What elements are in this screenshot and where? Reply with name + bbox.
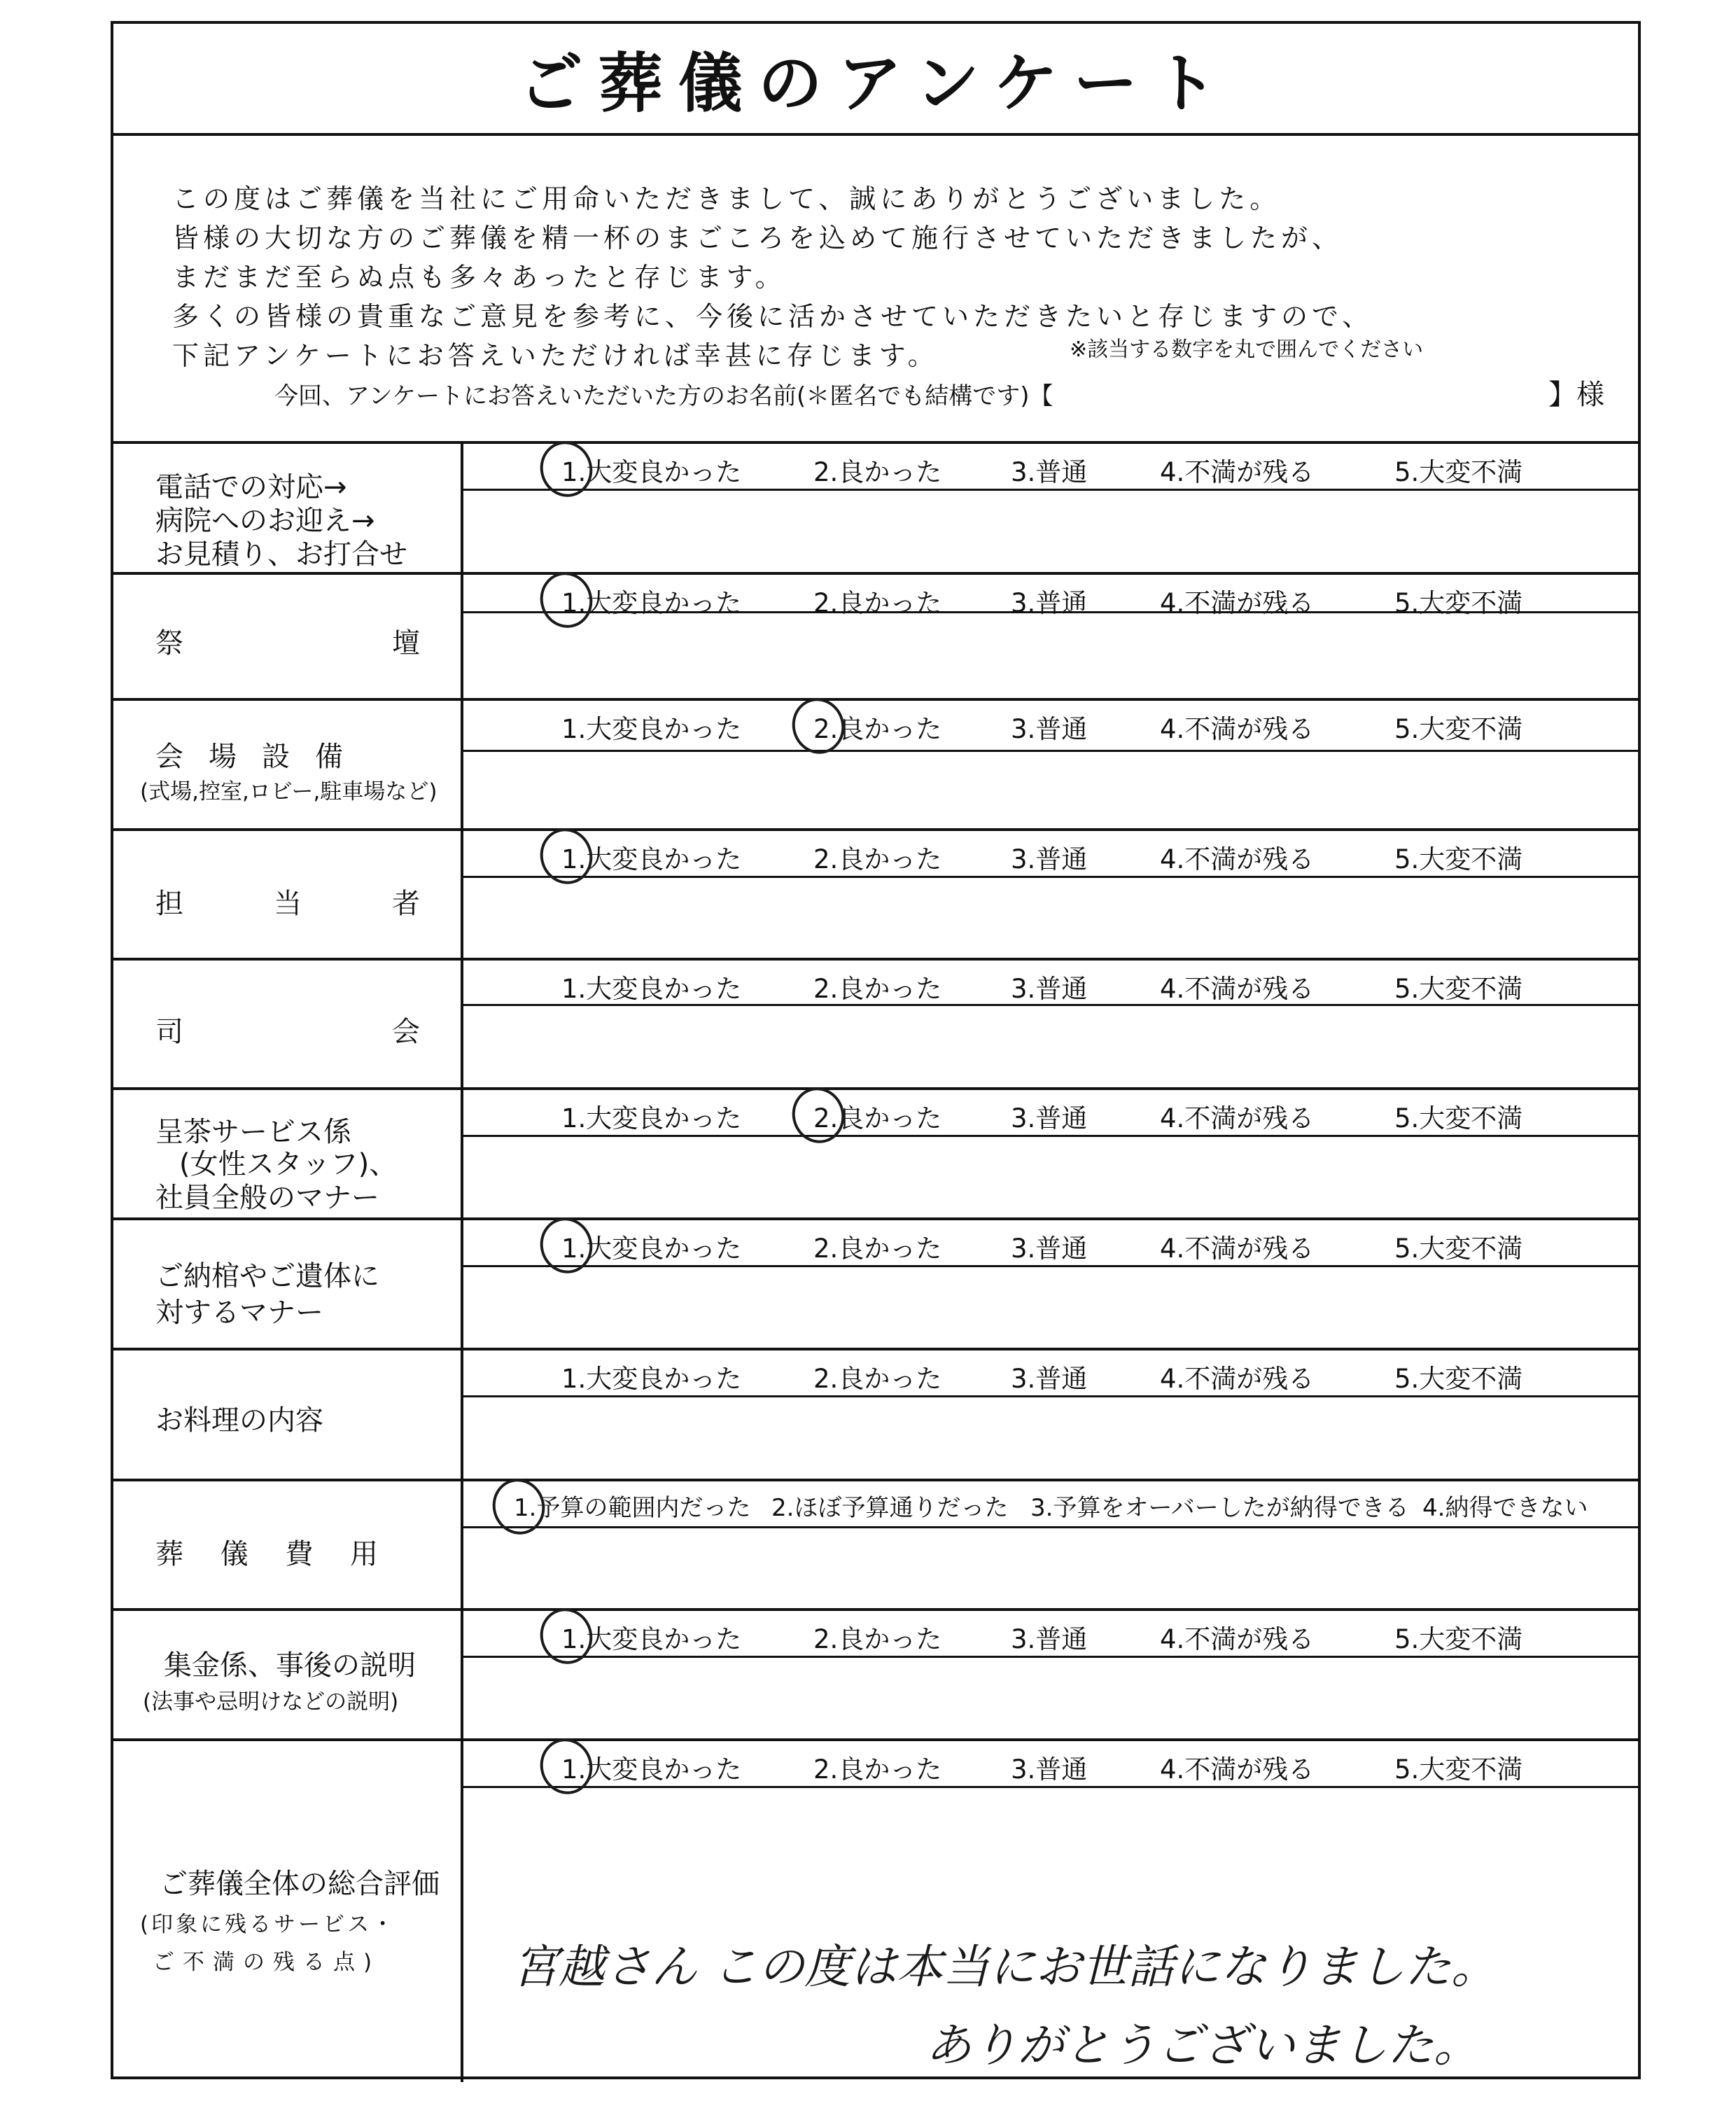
answer-option-collection-1[interactable]: 1.大変良かった [561,1624,742,1654]
answer-option-collection-3[interactable]: 3.普通 [1011,1624,1088,1654]
respondent-name-suffix: 】様 [1548,379,1604,411]
answer-option-phone-1[interactable]: 1.大変良かった [561,457,742,487]
answer-option-staff-2[interactable]: 2.良かった [813,844,942,874]
answer-divider [463,876,1638,878]
question-label-cell [113,444,463,572]
answer-option-overall-3[interactable]: 3.普通 [1011,1754,1088,1785]
answer-option-fee-2[interactable]: 2.ほぼ予算通りだった [771,1494,1009,1522]
answer-divider [463,1135,1638,1137]
answer-option-venue-3[interactable]: 3.普通 [1011,714,1088,744]
question-label: 電話での対応→ [155,471,347,503]
answer-option-mc-4[interactable]: 4.不満が残る [1160,974,1315,1004]
intro-line: 下記アンケートにお答えいただければ幸甚に存じます。 [172,340,939,371]
question-label-cell [113,831,463,958]
question-label-cell [113,961,463,1087]
answer-option-tea-4[interactable]: 4.不満が残る [1160,1103,1315,1133]
intro-section [113,136,1638,444]
answer-option-venue-2[interactable]: 2.良かった [813,714,942,744]
question-label: 司 会 [155,1016,420,1048]
question-label: 社員全般のマナー [155,1182,379,1214]
handwritten-comment [512,1928,1497,2085]
question-label: 病院へのお迎え→ [155,505,375,537]
answer-option-phone-5[interactable]: 5.大変不満 [1394,457,1523,487]
intro-line: この度はご葬儀を当社にご用命いただきまして、誠にありがとうございました。 [172,183,1281,214]
answer-option-phone-3[interactable]: 3.普通 [1011,457,1088,487]
question-label: 集金係、事後の説明 [164,1649,416,1682]
answer-option-tea-5[interactable]: 5.大変不満 [1394,1103,1523,1133]
answer-option-overall-1[interactable]: 1.大変良かった [561,1754,742,1785]
page-title: ご葬儀のアンケート [518,46,1233,121]
answer-option-coffin-5[interactable]: 5.大変不満 [1394,1234,1523,1264]
answer-option-phone-4[interactable]: 4.不満が残る [1160,457,1315,487]
question-label-cell [113,575,463,698]
answer-option-collection-5[interactable]: 5.大変不満 [1394,1624,1523,1654]
comment-line: ありがとうございました。 [925,2018,1480,2072]
answer-option-food-1[interactable]: 1.大変良かった [561,1364,742,1394]
question-label-cell [113,1220,463,1348]
answer-option-altar-3[interactable]: 3.普通 [1011,588,1088,618]
answer-divider [463,1395,1638,1397]
answer-option-overall-4[interactable]: 4.不満が残る [1160,1754,1315,1785]
answer-option-coffin-3[interactable]: 3.普通 [1011,1234,1088,1264]
instruction-note: ※該当する数字を丸で囲んでください [1070,337,1424,362]
question-label-cell [113,1481,463,1608]
answer-option-mc-5[interactable]: 5.大変不満 [1394,974,1523,1004]
answer-option-staff-1[interactable]: 1.大変良かった [561,844,742,874]
answer-option-venue-5[interactable]: 5.大変不満 [1394,714,1523,744]
answer-option-mc-3[interactable]: 3.普通 [1011,974,1088,1004]
answer-divider [463,1526,1638,1528]
question-sublabel: (印象に残るサービス・ [140,1912,397,1937]
answer-option-overall-2[interactable]: 2.良かった [813,1754,942,1785]
question-label-cell [113,1350,463,1479]
answer-option-altar-5[interactable]: 5.大変不満 [1394,588,1523,618]
comment-line: 宮越さん この度は本当にお世話になりました。 [512,1940,1497,1994]
answer-option-overall-5[interactable]: 5.大変不満 [1394,1754,1523,1785]
answer-option-altar-2[interactable]: 2.良かった [813,588,942,618]
intro-line: まだまだ至らぬ点も多々あったと存じます。 [172,262,786,293]
answer-option-collection-4[interactable]: 4.不満が残る [1160,1624,1315,1654]
answer-divider [463,489,1638,491]
answer-option-venue-1[interactable]: 1.大変良かった [561,714,742,744]
question-label: 会 場 設 備 [155,741,343,773]
answer-divider [463,1656,1638,1658]
question-label: 担 当 者 [155,888,420,920]
answer-option-tea-2[interactable]: 2.良かった [813,1103,942,1133]
answer-option-staff-3[interactable]: 3.普通 [1011,844,1088,874]
answer-option-food-2[interactable]: 2.良かった [813,1364,942,1394]
respondent-name-label: 今回、アンケートにお答えいただいた方のお名前(＊匿名でも結構です)【 [274,382,1054,410]
answer-option-fee-3[interactable]: 3.予算をオーバーしたが納得できる [1030,1494,1409,1522]
title-box [113,24,1638,136]
question-label: ご納棺やご遺体に [155,1260,379,1292]
answer-option-mc-1[interactable]: 1.大変良かった [561,974,742,1004]
intro-line: 多くの皆様の貴重なご意見を参考に、今後に活かさせていただきたいと存じますので、 [172,301,1373,332]
answer-option-venue-4[interactable]: 4.不満が残る [1160,714,1315,744]
answer-option-coffin-4[interactable]: 4.不満が残る [1160,1234,1315,1264]
intro-line: 皆様の大切な方のご葬儀を精一杯のまごころを込めて施行させていただきましたが、 [172,223,1343,253]
answer-option-staff-5[interactable]: 5.大変不満 [1394,844,1523,874]
question-sublabel: (式場,控室,ロビー,駐車場など) [140,779,438,804]
question-label-cell [113,1741,463,2082]
answer-option-tea-3[interactable]: 3.普通 [1011,1103,1088,1133]
answer-option-coffin-2[interactable]: 2.良かった [813,1234,942,1264]
answer-option-food-4[interactable]: 4.不満が残る [1160,1364,1315,1394]
answer-option-food-3[interactable]: 3.普通 [1011,1364,1088,1394]
question-label-cell [113,1611,463,1738]
answer-divider [463,1265,1638,1267]
answer-option-fee-1[interactable]: 1.予算の範囲内だった [514,1494,751,1522]
question-label: 祭 壇 [155,627,420,659]
answer-option-tea-1[interactable]: 1.大変良かった [561,1103,742,1133]
answer-option-food-5[interactable]: 5.大変不満 [1394,1364,1523,1394]
question-sublabel: ご不満の残る点) [153,1950,381,1975]
question-label: お料理の内容 [155,1404,323,1437]
question-label: ご葬儀全体の総合評価 [160,1868,440,1900]
question-label: 呈茶サービス係 [155,1116,351,1148]
answer-option-coffin-1[interactable]: 1.大変良かった [561,1234,742,1264]
answer-option-altar-4[interactable]: 4.不満が残る [1160,588,1315,618]
answer-option-phone-2[interactable]: 2.良かった [813,457,942,487]
answer-option-mc-2[interactable]: 2.良かった [813,974,942,1004]
answer-option-collection-2[interactable]: 2.良かった [813,1624,942,1654]
question-label: 対するマナー [155,1297,323,1329]
survey-form [111,21,1641,2079]
question-label: 葬 儀 費 用 [155,1538,378,1570]
answer-option-staff-4[interactable]: 4.不満が残る [1160,844,1315,874]
question-label: (女性スタッフ)、 [179,1148,398,1180]
question-label-cell [113,1090,463,1217]
question-sublabel: (法事や忌明けなどの説明) [143,1689,399,1715]
answer-option-altar-1[interactable]: 1.大変良かった [561,588,742,618]
answer-option-fee-4[interactable]: 4.納得できない [1422,1494,1588,1522]
question-label-cell [113,701,463,828]
question-label: お見積り、お打合せ [155,538,407,571]
answer-divider [463,1786,1638,1788]
answer-divider [463,750,1638,752]
